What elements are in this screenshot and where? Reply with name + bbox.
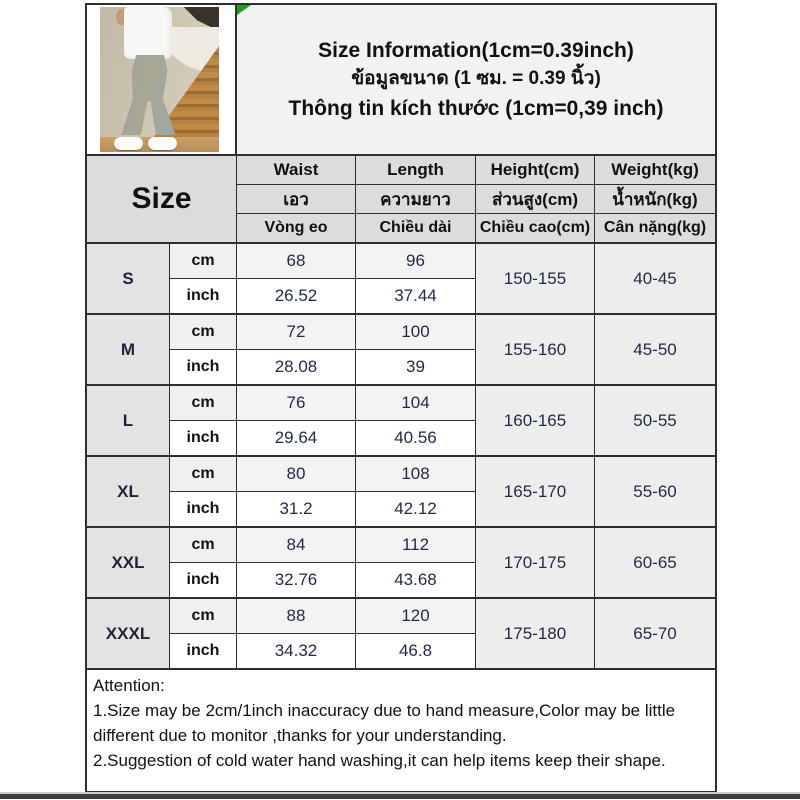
height-range-value: 155-160 [476, 315, 594, 384]
attention-note-1: 1.Size may be 2cm/1inch inaccuracy due to hand measure,Color may be little different due to monitor ,thanks for your understanding. [93, 701, 676, 745]
length-inch-value: 40.56 [356, 421, 475, 455]
length-inch-value: 42.12 [356, 492, 475, 526]
length-inch-value: 43.68 [356, 563, 475, 597]
size-row-l [87, 384, 715, 455]
unit-label-cm: cm [170, 244, 236, 278]
size-row-xxl [87, 526, 715, 597]
waist-cm-value: 88 [237, 599, 355, 633]
waist-cm-value: 84 [237, 528, 355, 562]
col-header-weight-en: Weight(kg) [595, 156, 715, 184]
length-cm-value: 108 [356, 457, 475, 491]
col-header-waist-th: เอว [237, 185, 355, 213]
col-header-height-th: ส่วนสูง(cm) [476, 185, 594, 213]
weight-range-value: 40-45 [595, 244, 715, 313]
model-sneaker-right [148, 137, 177, 150]
length-inch-value: 37.44 [356, 279, 475, 313]
col-header-height-vi: Chiều cao(cm) [476, 214, 594, 242]
length-inch-value: 46.8 [356, 634, 475, 668]
size-chart-sheet [85, 3, 717, 793]
weight-range-value: 60-65 [595, 528, 715, 597]
size-label: XL [87, 457, 169, 526]
unit-label-inch: inch [170, 634, 236, 668]
size-label: XXL [87, 528, 169, 597]
weight-range-value: 55-60 [595, 457, 715, 526]
waist-inch-value: 32.76 [237, 563, 355, 597]
unit-label-inch: inch [170, 279, 236, 313]
unit-label-inch: inch [170, 563, 236, 597]
table-header [87, 156, 715, 242]
title-vietnamese: Thông tin kích thước (1cm=0,39 inch) [288, 96, 664, 120]
attention-note-2: 2.Suggestion of cold water hand washing,it can help items keep their shape. [93, 751, 666, 770]
unit-label-inch: inch [170, 421, 236, 455]
size-row-xl [87, 455, 715, 526]
attention-heading: Attention: [93, 676, 165, 695]
size-label: XXXL [87, 599, 169, 668]
size-row-s [87, 242, 715, 313]
length-cm-value: 100 [356, 315, 475, 349]
title-thai: ข้อมูลขนาด (1 ซม. = 0.39 นิ้ว) [351, 68, 601, 90]
waist-inch-value: 34.32 [237, 634, 355, 668]
waist-inch-value: 29.64 [237, 421, 355, 455]
unit-label-cm: cm [170, 315, 236, 349]
waist-inch-value: 26.52 [237, 279, 355, 313]
title-box [235, 5, 715, 154]
col-header-waist-vi: Vòng eo [237, 214, 355, 242]
size-label: S [87, 244, 169, 313]
waist-cm-value: 68 [237, 244, 355, 278]
waist-inch-value: 28.08 [237, 350, 355, 384]
product-photo [100, 7, 219, 152]
length-inch-value: 39 [356, 350, 475, 384]
length-cm-value: 96 [356, 244, 475, 278]
size-label: L [87, 386, 169, 455]
unit-label-inch: inch [170, 350, 236, 384]
size-row-xxxl [87, 597, 715, 668]
length-cm-value: 112 [356, 528, 475, 562]
height-range-value: 150-155 [476, 244, 594, 313]
model-sneaker-left [114, 137, 143, 150]
waist-cm-value: 76 [237, 386, 355, 420]
size-header-cell: Size [87, 156, 236, 242]
model-tshirt [124, 7, 172, 59]
col-header-weight-vi: Cân nặng(kg) [595, 214, 715, 242]
col-header-length-vi: Chiều dài [356, 214, 475, 242]
waist-cm-value: 72 [237, 315, 355, 349]
weight-range-value: 50-55 [595, 386, 715, 455]
bottom-divider-bar [0, 792, 800, 799]
unit-label-cm: cm [170, 457, 236, 491]
length-cm-value: 120 [356, 599, 475, 633]
unit-label-cm: cm [170, 528, 236, 562]
title-english: Size Information(1cm=0.39inch) [318, 38, 634, 62]
size-row-m [87, 313, 715, 384]
header-section [87, 5, 715, 156]
height-range-value: 175-180 [476, 599, 594, 668]
attention-notes [87, 668, 715, 791]
size-label: M [87, 315, 169, 384]
height-range-value: 165-170 [476, 457, 594, 526]
col-header-length-th: ความยาว [356, 185, 475, 213]
unit-label-cm: cm [170, 386, 236, 420]
unit-label-cm: cm [170, 599, 236, 633]
height-range-value: 170-175 [476, 528, 594, 597]
weight-range-value: 65-70 [595, 599, 715, 668]
waist-cm-value: 80 [237, 457, 355, 491]
col-header-waist-en: Waist [237, 156, 355, 184]
photo-column [87, 5, 235, 154]
col-header-height-en: Height(cm) [476, 156, 594, 184]
height-range-value: 160-165 [476, 386, 594, 455]
model-jeans [120, 55, 178, 135]
green-corner-marker [237, 5, 251, 15]
unit-label-inch: inch [170, 492, 236, 526]
col-header-length-en: Length [356, 156, 475, 184]
col-header-weight-th: น้ำหนัก(kg) [595, 185, 715, 213]
weight-range-value: 45-50 [595, 315, 715, 384]
length-cm-value: 104 [356, 386, 475, 420]
waist-inch-value: 31.2 [237, 492, 355, 526]
